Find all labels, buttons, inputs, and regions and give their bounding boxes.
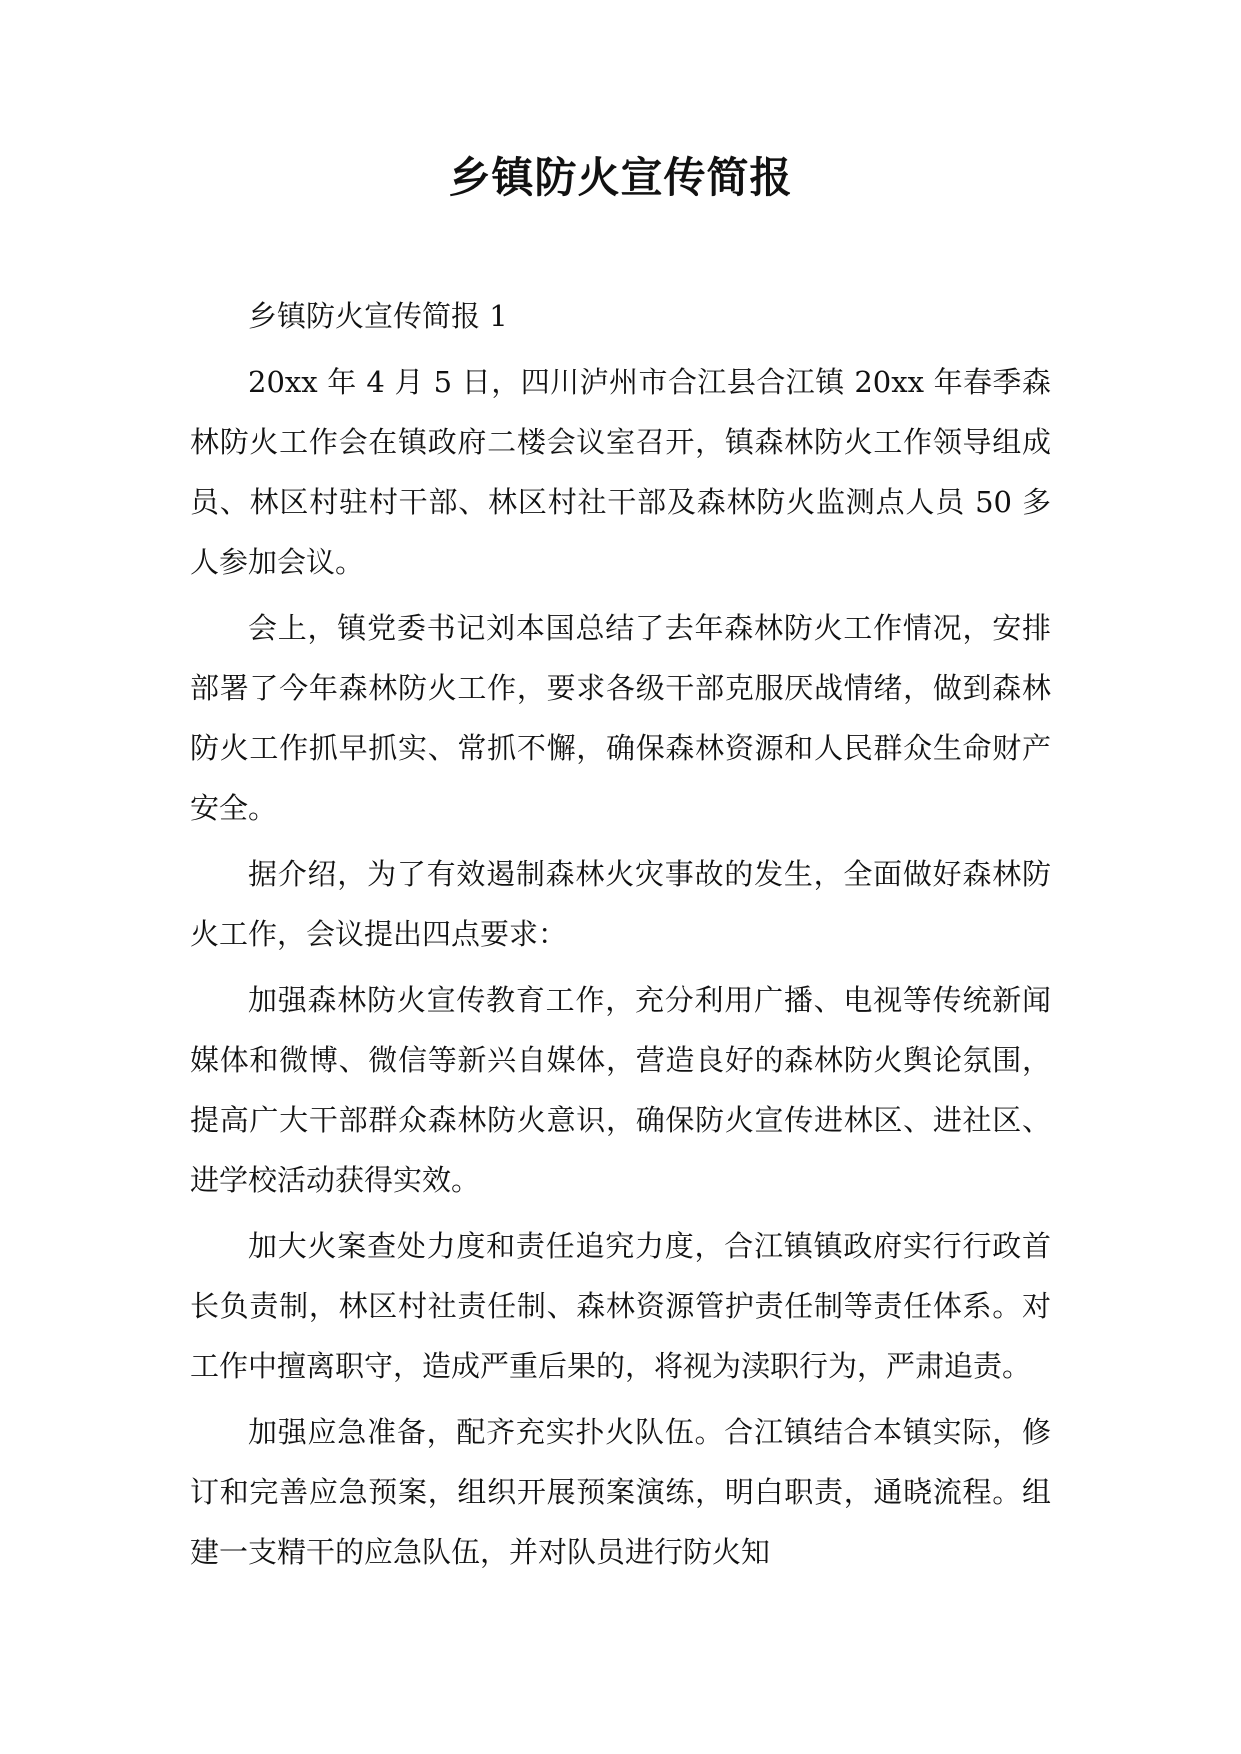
paragraph-requirement-accountability: 加大火案查处力度和责任追究力度，合江镇镇政府实行行政首长负责制，林区村社责任制、森林资源管护责任制等责任体系。对工作中擅离职守，造成严重后果的，将视为渎职行为，严肃追责。 xyxy=(190,1229,1051,1383)
document-title: 乡镇防火宣传简报 xyxy=(448,153,793,202)
paragraph-party-secretary-summary: 会上，镇党委书记刘本国总结了去年森林防火工作情况，安排部署了今年森林防火工作，要求各级干部克服厌战情绪，做到森林防火工作抓早抓实、常抓不懈，确保森林资源和人民群众生命财产安全。 xyxy=(190,611,1051,825)
section-heading: 乡镇防火宣传简报 1 xyxy=(248,299,508,333)
paragraph-four-requirements: 据介绍，为了有效遏制森林火灾事故的发生，全面做好森林防火工作，会议提出四点要求： xyxy=(190,857,1051,951)
paragraph-requirement-publicity: 加强森林防火宣传教育工作，充分利用广播、电视等传统新闻媒体和微博、微信等新兴自媒体，营造良好的森林防火舆论氛围，提高广大干部群众森林防火意识，确保防火宣传进林区、进社区、进学校活动获得实效。 xyxy=(190,983,1051,1197)
document-body xyxy=(190,286,1051,1588)
paragraph-meeting-intro: 20xx 年 4 月 5 日，四川泸州市合江县合江镇 20xx 年春季森林防火工作会在镇政府二楼会议室召开，镇森林防火工作领导组成员、林区村驻村干部、林区村社干部及森林防火监测点人员 50 多人参加会议。 xyxy=(190,365,1051,579)
paragraph-requirement-emergency: 加强应急准备，配齐充实扑火队伍。合江镇结合本镇实际，修订和完善应急预案，组织开展预案演练，明白职责，通晓流程。组建一支精干的应急队伍，并对队员进行防火知 xyxy=(190,1415,1051,1569)
